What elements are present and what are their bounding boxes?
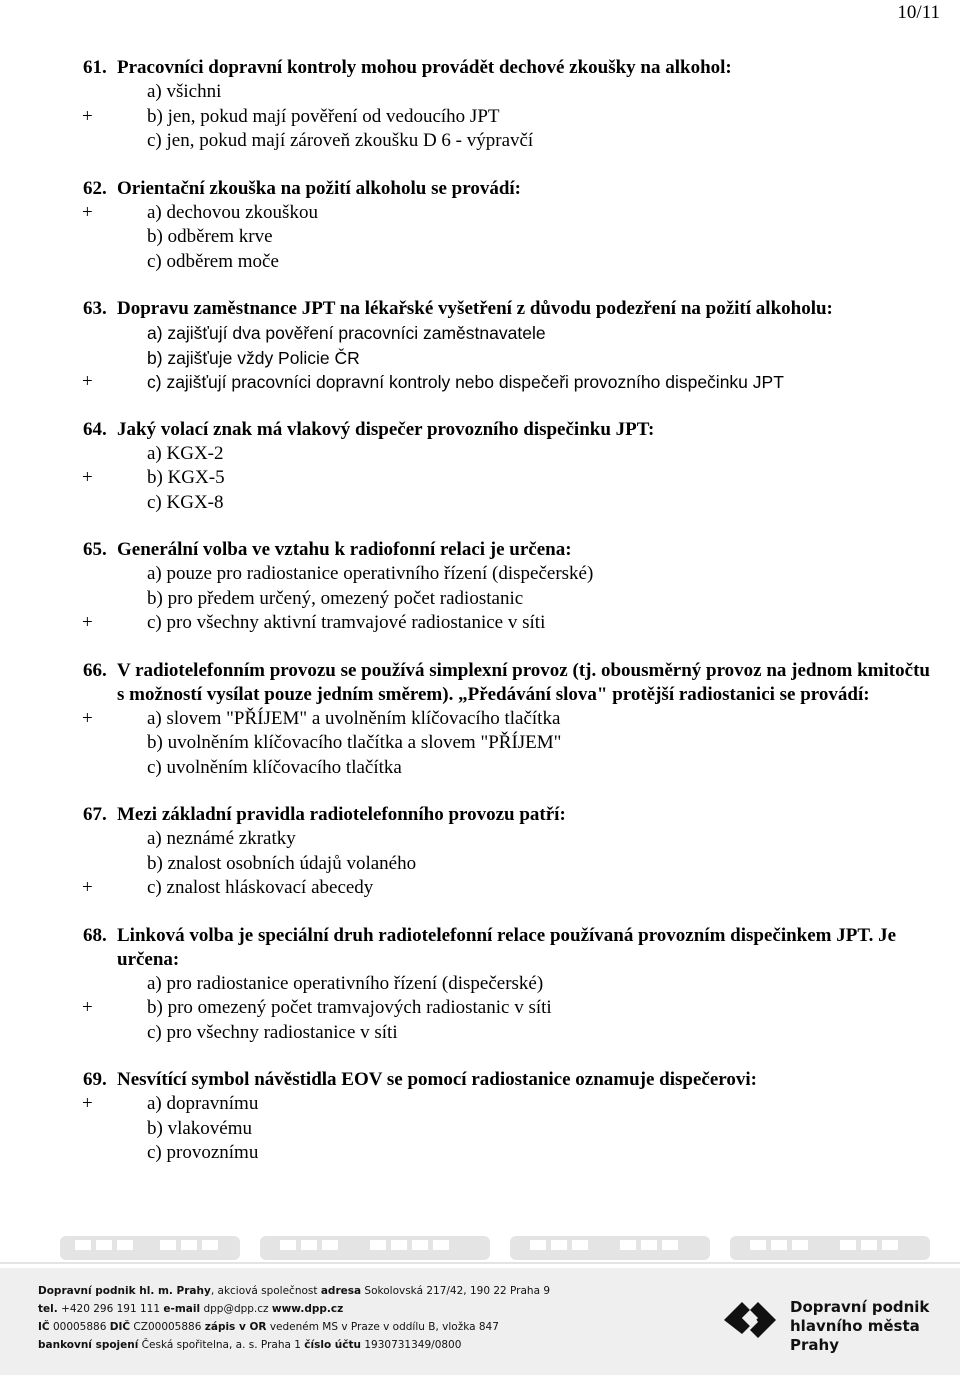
answer-option <box>0 731 960 756</box>
footer-line-4 <box>38 1336 550 1354</box>
question-65 <box>0 538 960 636</box>
answer-text: c) KGX-8 <box>147 491 224 513</box>
correct-mark: + <box>82 1093 93 1114</box>
question-66 <box>0 659 960 781</box>
question-title <box>0 538 960 562</box>
footer-text: Česká spořitelna, a. s. Praha 1 <box>138 1339 305 1351</box>
answer-option <box>0 105 960 130</box>
answer-text: a) neznámé zkratky <box>147 828 296 849</box>
answer-option <box>0 346 960 371</box>
question-text: Dopravu zaměstnance JPT na lékařské vyšetření z důvodu podezření na požití alkoholu: <box>117 298 833 319</box>
question-number: 68. <box>83 924 107 946</box>
answer-text: b) pro omezený počet tramvajových radiostanic v síti <box>147 997 552 1018</box>
question-text: Generální volba ve vztahu k radiofonní relaci je určena: <box>117 539 572 560</box>
question-67 <box>0 803 960 901</box>
footer-text: Sokolovská 217/42, 190 22 Praha 9 <box>361 1285 551 1297</box>
footer-label: zápis v OR <box>204 1321 267 1333</box>
answer-option <box>0 370 960 395</box>
answer-text: b) uvolněním klíčovacího tlačítka a slovem "PŘÍJEM" <box>147 732 562 753</box>
correct-mark: + <box>82 707 93 729</box>
answer-option <box>0 129 960 154</box>
question-number: 69. <box>83 1069 107 1090</box>
footer-label: e-mail <box>163 1303 201 1315</box>
question-text: Linková volba je speciální druh radiotelefonní relace používaná provozním dispečinkem JPT. Je určena: <box>117 924 897 970</box>
correct-mark: + <box>82 201 93 223</box>
answer-text: a) dechovou zkouškou <box>147 201 318 223</box>
correct-mark: + <box>82 612 93 633</box>
question-68 <box>0 924 960 1046</box>
correct-mark: + <box>82 467 93 488</box>
question-63 <box>0 297 960 395</box>
answer-text: a) pro radiostanice operativního řízení (dispečerské) <box>147 972 544 994</box>
answer-option <box>0 1117 960 1142</box>
question-text: V radiotelefonním provozu se používá simplexní provoz (tj. obousměrný provoz na jednom kmitočtu s možností vysílat pouze jedním směrem). „Předávání slova" protější radiostanici se provádí: <box>117 659 930 705</box>
footer-label: číslo účtu <box>304 1339 362 1351</box>
answer-text: a) pouze pro radiostanice operativního řízení (dispečerské) <box>147 563 594 584</box>
question-69 <box>0 1068 960 1166</box>
footer-label: bankovní spojení <box>38 1339 139 1351</box>
footer-label: adresa <box>320 1285 362 1297</box>
footer-text: dpp@dpp.cz <box>200 1303 272 1315</box>
footer-text: , akciová společnost <box>210 1285 321 1297</box>
question-list <box>0 56 960 1189</box>
page-number: 10/11 <box>897 2 940 23</box>
correct-mark: + <box>82 997 93 1018</box>
question-title <box>0 297 960 321</box>
question-number: 67. <box>83 804 107 825</box>
question-number: 64. <box>83 418 107 440</box>
footer-company-info <box>38 1282 550 1354</box>
answer-text: c) provoznímu <box>147 1142 259 1163</box>
answer-text: c) zajišťují pracovníci dopravní kontroly nebo dispečeři provozního dispečinku JPT <box>147 372 784 392</box>
answer-text: a) všichni <box>147 81 222 102</box>
correct-mark: + <box>82 105 93 127</box>
logo-line-2: hlavního města Prahy <box>790 1317 920 1354</box>
question-title <box>0 1068 960 1092</box>
question-text: Orientační zkouška na požití alkoholu se provádí: <box>117 177 521 199</box>
dpp-logo-icon <box>720 1288 780 1348</box>
question-number: 62. <box>83 177 107 199</box>
question-text: Jaký volací znak má vlakový dispečer provozního dispečinku JPT: <box>117 418 655 440</box>
footer-line-1 <box>38 1282 550 1300</box>
answer-text: b) vlakovému <box>147 1117 253 1139</box>
footer-label: DIČ <box>109 1321 131 1333</box>
footer-label: IČ <box>38 1321 50 1333</box>
answer-option <box>0 562 960 587</box>
answer-option <box>0 707 960 732</box>
answer-option <box>0 491 960 516</box>
answer-text: c) pro všechny radiostanice v síti <box>147 1021 398 1043</box>
answer-option <box>0 756 960 781</box>
answer-text: c) pro všechny aktivní tramvajové radiostanice v síti <box>147 612 546 633</box>
answer-text: c) jen, pokud mají zároveň zkoušku D 6 - výpravčí <box>147 130 534 151</box>
answer-option <box>0 587 960 612</box>
answer-option <box>0 1141 960 1166</box>
answer-text: c) uvolněním klíčovacího tlačítka <box>147 756 402 778</box>
answer-option <box>0 250 960 275</box>
footer-text: 1930731349/0800 <box>361 1339 462 1351</box>
answer-option <box>0 201 960 226</box>
question-number: 65. <box>83 539 107 560</box>
question-text: Pracovníci dopravní kontroly mohou provádět dechové zkoušky na alkohol: <box>117 57 732 78</box>
footer-text: +420 296 191 111 <box>57 1303 164 1315</box>
answer-text: a) dopravnímu <box>147 1093 259 1114</box>
answer-option <box>0 80 960 105</box>
footer <box>0 1268 960 1375</box>
footer-line-2 <box>38 1300 550 1318</box>
correct-mark: + <box>82 371 93 392</box>
answer-text: b) KGX-5 <box>147 467 225 488</box>
answer-option <box>0 1092 960 1117</box>
answer-text: c) znalost hláskovací abecedy <box>147 877 374 898</box>
answer-text: a) slovem "PŘÍJEM" a uvolněním klíčovacího tlačítka <box>147 707 561 729</box>
answer-option <box>0 466 960 491</box>
logo-text <box>790 1298 960 1355</box>
answer-option <box>0 996 960 1021</box>
company-name: Dopravní podnik hl. m. Prahy <box>38 1285 211 1297</box>
correct-mark: + <box>82 877 93 898</box>
answer-option <box>0 321 960 346</box>
answer-text: b) odběrem krve <box>147 226 273 247</box>
footer-line-3 <box>38 1318 550 1336</box>
question-62 <box>0 177 960 275</box>
question-title <box>0 56 960 80</box>
footer-text: 00005886 <box>49 1321 110 1333</box>
answer-text: b) zajišťuje vždy Policie ČR <box>147 347 360 368</box>
answer-text: c) odběrem moče <box>147 250 279 272</box>
question-text: Mezi základní pravidla radiotelefonního provozu patří: <box>117 804 566 825</box>
answer-option <box>0 1021 960 1046</box>
question-title <box>0 177 960 201</box>
answer-text: b) jen, pokud mají pověření od vedoucího JPT <box>147 105 500 127</box>
footer-label: tel. <box>38 1303 58 1315</box>
question-title <box>0 418 960 442</box>
footer-text: vedeném MS v Praze v oddílu B, vložka 847 <box>266 1321 499 1333</box>
question-title <box>0 924 960 972</box>
tram-silhouette-decoration <box>0 1228 960 1268</box>
answer-option <box>0 876 960 901</box>
answer-option <box>0 442 960 467</box>
question-text: Nesvítící symbol návěstidla EOV se pomocí radiostanice oznamuje dispečerovi: <box>117 1069 757 1090</box>
question-title <box>0 803 960 827</box>
footer-website: www.dpp.cz <box>271 1303 344 1315</box>
question-64 <box>0 418 960 516</box>
answer-text: b) znalost osobních údajů volaného <box>147 852 417 874</box>
answer-option <box>0 827 960 852</box>
question-number: 66. <box>83 659 107 681</box>
answer-text: a) KGX-2 <box>147 442 224 464</box>
footer-text: CZ00005886 <box>130 1321 205 1333</box>
logo-line-1: Dopravní podnik <box>790 1298 930 1316</box>
answer-option <box>0 972 960 997</box>
question-61 <box>0 56 960 154</box>
question-number: 63. <box>83 298 107 319</box>
answer-text: b) pro předem určený, omezený počet radiostanic <box>147 587 524 609</box>
answer-option <box>0 852 960 877</box>
question-title <box>0 659 960 707</box>
answer-option <box>0 611 960 636</box>
answer-option <box>0 225 960 250</box>
answer-text: a) zajišťují dva pověření pracovníci zaměstnavatele <box>147 323 546 343</box>
question-number: 61. <box>83 57 107 78</box>
